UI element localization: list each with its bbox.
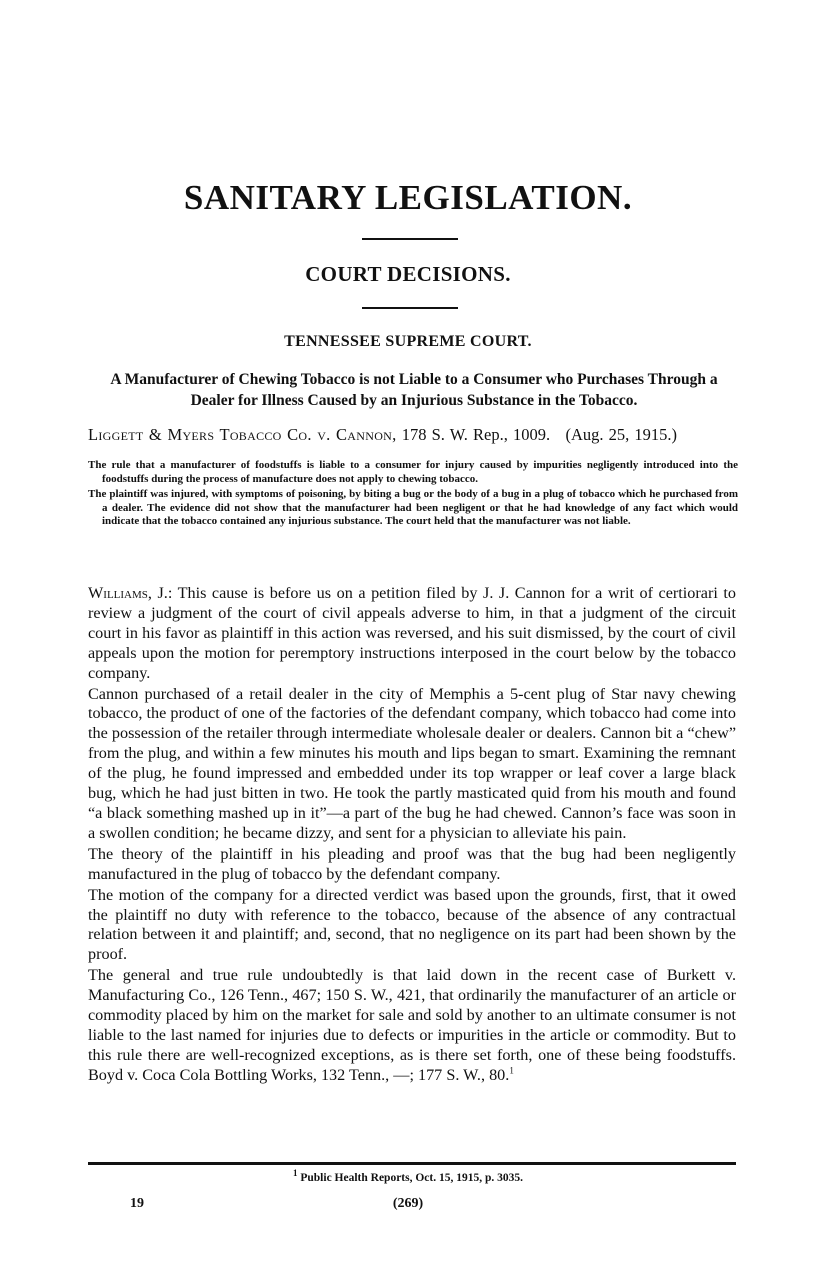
opinion-paragraph: Cannon purchased of a retail dealer in the city of Memphis a 5-cent plug of Star navy chewing tobacco, the product of one of the factories of the defendant company, which tobacco had come into the possession of the retailer through intermediate wholesale dealer or dealers. Cannon bit a “chew” from the plug, and within a few minutes his mouth and lips began to smart. Examining the remnant of the plug, he found impressed and embedded under its top wrapper or leaf cover a large black bug, which he had just bitten in two. He took the partly masticated quid from his mouth and found “a black something mashed up in it”—a part of the bug he had chewed. Cannon’s face was soon in a swollen condition; he became dizzy, and sent for a physician to alleviate his pain.: [88, 684, 736, 842]
section-divider: [362, 307, 458, 309]
opinion-paragraph: The theory of the plaintiff in his pleading and proof was that the bug had been negligently manufactured in the plug of tobacco by the defendant company.: [88, 844, 736, 883]
opinion-text: [88, 584, 736, 1087]
opinion-paragraph-text: This cause is before us on a petition filed by J. J. Cannon for a writ of certiorari to review a judgment of the court of civil appeals adverse to him, in that a judgment of the circuit court in his favor as plaintiff in this action was reversed, and his suit dismissed, by the court of civil appeals upon the motion for peremptory instructions interposed in the court below by the tobacco company.: [88, 584, 736, 682]
footnote: [0, 1168, 816, 1184]
footnote-reference: 1: [509, 1065, 514, 1076]
syllabus: [88, 459, 738, 531]
syllabus-paragraph: The rule that a manufacturer of foodstuffs is liable to a consumer for injury caused by impurities negligently introduced into the foodstuffs during the process of manufacture does not apply to chewing tobacco.: [88, 459, 738, 485]
citation-date: (Aug. 25, 1915.): [565, 425, 678, 444]
citation-report: 178 S. W. Rep., 1009.: [401, 425, 551, 444]
case-citation: [88, 424, 748, 446]
opinion-paragraph-text: The general and true rule undoubtedly is that laid down in the recent case of Burkett v. Manufacturing Co., 126 Tenn., 467; 150 S. W., 421, that ordinarily the manufacturer of an article or commodity placed by him on the market for sale and sold by another to an ultimate consumer is not liable to the last named for injuries due to defects or impurities in the article or commodity. But to this rule there are well-recognized exceptions, as is there set forth, one of these being foodstuffs. Boyd v. Coca Cola Bottling Works, 132 Tenn., —; 177 S. W., 80.: [88, 966, 736, 1084]
citation-parties: Liggett & Myers Tobacco Co. v. Cannon,: [88, 425, 397, 444]
signature-mark: 19: [130, 1196, 144, 1211]
opinion-paragraph: [88, 584, 736, 684]
syllabus-paragraph: The plaintiff was injured, with symptoms of poisoning, by biting a bug or the body of a bug in a plug of tobacco which he purchased from a dealer. The evidence did not show that the manufacturer had been negligent or that he had knowledge of any fact which would indicate that the tobacco contained any injurious substance. The court held that the manufacturer was not liable.: [88, 488, 738, 527]
footnote-marker: 1: [292, 1168, 298, 1179]
footnote-divider: [88, 1162, 736, 1165]
case-headline: A Manufacturer of Chewing Tobacco is not Liable to a Consumer who Purchases Through a Dealer for Illness Caused by an Injurious Substance in the Tobacco.: [110, 371, 718, 409]
section-title: COURT DECISIONS.: [305, 262, 511, 286]
page-number: (269): [392, 1196, 424, 1211]
opinion-paragraph: The motion of the company for a directed verdict was based upon the grounds, first, that it owed the plaintiff no duty with reference to the tobacco, because of the absence of any contractual relation between it and plaintiff; and, second, that no negligence on its part had been shown by the proof.: [88, 885, 736, 964]
opinion-paragraph: [88, 966, 736, 1085]
court-heading: TENNESSEE SUPREME COURT.: [284, 333, 532, 350]
page-title: SANITARY LEGISLATION.: [183, 178, 633, 217]
footnote-text: Public Health Reports, Oct. 15, 1915, p. 3035.: [300, 1172, 524, 1184]
title-divider: [362, 238, 458, 240]
judge-name: Williams, J.:: [88, 584, 173, 602]
